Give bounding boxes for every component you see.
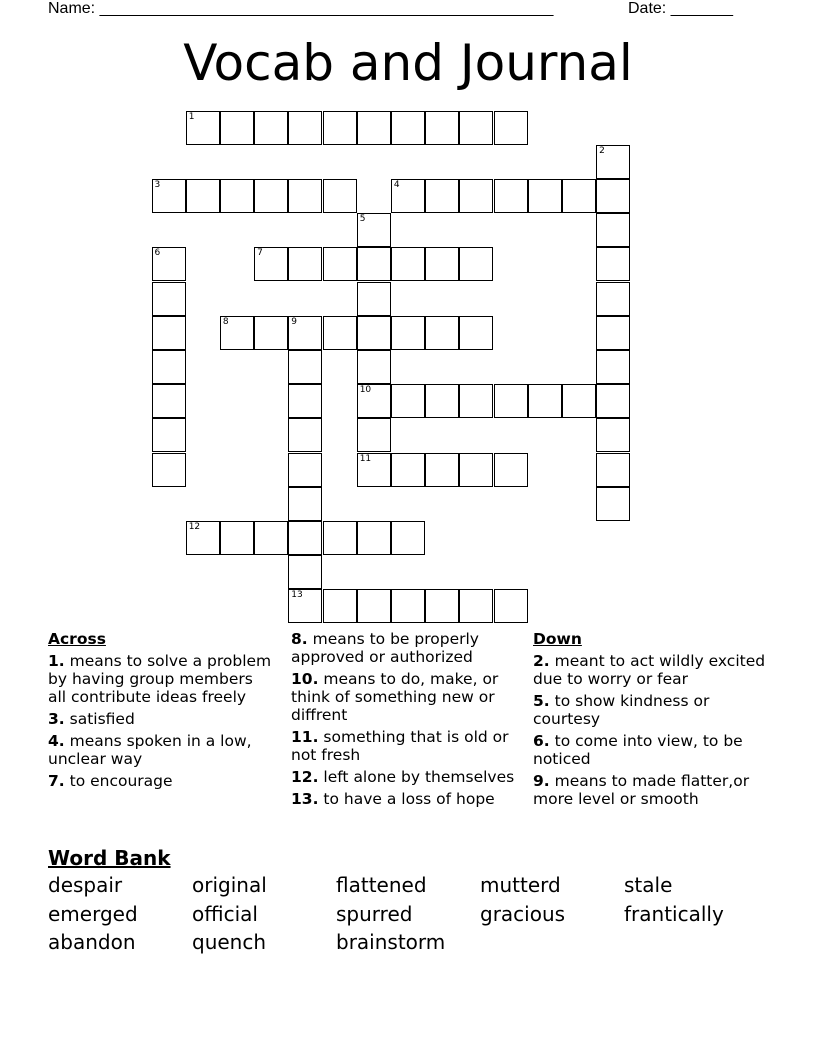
- clue-item: [291, 630, 519, 666]
- crossword-cell[interactable]: [288, 487, 322, 521]
- crossword-cell[interactable]: [288, 555, 322, 589]
- clue-item-text: means to solve a problem by having group members all contribute ideas freely: [48, 652, 272, 706]
- crossword-cell[interactable]: [459, 453, 493, 487]
- word-bank-item: emerged: [48, 901, 138, 926]
- crossword-cell[interactable]: [186, 521, 220, 555]
- crossword-cell[interactable]: [596, 350, 630, 384]
- clue-item: [291, 790, 519, 808]
- crossword-cell[interactable]: [596, 453, 630, 487]
- crossword-cell[interactable]: [391, 247, 425, 281]
- crossword-cell[interactable]: [494, 384, 528, 418]
- crossword-cell[interactable]: [459, 179, 493, 213]
- clue-item: [48, 732, 273, 768]
- clue-number: 1: [188, 111, 195, 122]
- clue-item-text: to have a loss of hope: [323, 790, 495, 808]
- crossword-cell[interactable]: [596, 247, 630, 281]
- clue-item-text: meant to act wildly excited due to worry or fear: [533, 652, 766, 688]
- crossword-cell[interactable]: [323, 521, 357, 555]
- crossword-cell[interactable]: [288, 247, 322, 281]
- clue-item: [291, 768, 519, 786]
- clue-item-number: 1.: [48, 652, 65, 670]
- crossword-cell[interactable]: [357, 384, 391, 418]
- clue-item-text: something that is old or not fresh: [291, 728, 509, 764]
- crossword-cell[interactable]: [391, 453, 425, 487]
- clue-number: 12: [188, 521, 201, 532]
- crossword-cell[interactable]: [391, 179, 425, 213]
- word-bank-item: flattened: [336, 873, 427, 897]
- crossword-cell[interactable]: [562, 384, 596, 418]
- crossword-cell[interactable]: [494, 111, 528, 145]
- crossword-cell[interactable]: [357, 213, 391, 247]
- clue-item-text: to encourage: [69, 772, 173, 790]
- crossword-cell[interactable]: [288, 350, 322, 384]
- crossword-cell[interactable]: [459, 247, 493, 281]
- clue-number: 7: [257, 248, 263, 259]
- crossword-cell[interactable]: [391, 111, 425, 145]
- word-bank-title: Word Bank: [48, 846, 171, 870]
- crossword-cell[interactable]: [357, 453, 391, 487]
- crossword-cell[interactable]: [425, 589, 459, 623]
- clue-item: [291, 670, 519, 724]
- crossword-cell[interactable]: [220, 521, 254, 555]
- crossword-cell[interactable]: [596, 487, 630, 521]
- crossword-cell[interactable]: [186, 111, 220, 145]
- clue-item: [533, 652, 778, 688]
- crossword-cell[interactable]: [459, 384, 493, 418]
- crossword-cell[interactable]: [152, 179, 186, 213]
- crossword-cell[interactable]: [288, 316, 322, 350]
- crossword-cell[interactable]: [528, 384, 562, 418]
- word-bank-item: mutterd: [480, 873, 561, 897]
- word-bank-item: gracious: [480, 901, 566, 926]
- crossword-cell[interactable]: [220, 111, 254, 145]
- clue-number: 11: [359, 453, 372, 464]
- crossword-cell[interactable]: [357, 247, 391, 281]
- date-field-label[interactable]: Date: _______: [628, 0, 733, 17]
- clue-number: 2: [599, 145, 605, 156]
- crossword-cell[interactable]: [288, 453, 322, 487]
- across-heading: Across: [48, 630, 106, 648]
- crossword-cell[interactable]: [288, 384, 322, 418]
- clue-column-across: [48, 630, 273, 794]
- crossword-cell[interactable]: [152, 453, 186, 487]
- crossword-cell[interactable]: [357, 282, 391, 316]
- crossword-cell[interactable]: [494, 589, 528, 623]
- clue-item-number: 4.: [48, 732, 65, 750]
- word-bank-item: brainstorm: [336, 930, 446, 954]
- crossword-cell[interactable]: [459, 589, 493, 623]
- crossword-cell[interactable]: [459, 316, 493, 350]
- clue-item-number: 5.: [533, 692, 550, 710]
- clue-item: [48, 652, 273, 706]
- crossword-cell[interactable]: [357, 418, 391, 452]
- clue-item: [48, 772, 273, 790]
- clue-item: [533, 692, 778, 728]
- crossword-cell[interactable]: [562, 179, 596, 213]
- crossword-cell[interactable]: [254, 316, 288, 350]
- crossword-cell[interactable]: [357, 316, 391, 350]
- clue-item: [291, 728, 519, 764]
- crossword-cell[interactable]: [425, 247, 459, 281]
- crossword-cell[interactable]: [596, 179, 630, 213]
- clue-number: 13: [291, 590, 303, 601]
- clue-number: 10: [359, 385, 372, 396]
- down-heading: Down: [533, 630, 582, 648]
- crossword-cell[interactable]: [425, 384, 459, 418]
- clue-item-text: to come into view, to be noticed: [533, 732, 743, 768]
- crossword-cell[interactable]: [425, 179, 459, 213]
- clue-item: [533, 732, 778, 768]
- page-title: Vocab and Journal: [183, 34, 633, 92]
- crossword-cell[interactable]: [220, 179, 254, 213]
- clue-item-text: to show kindness or courtesy: [533, 692, 710, 728]
- clue-number: 9: [291, 316, 298, 327]
- crossword-cell[interactable]: [323, 247, 357, 281]
- crossword-cell[interactable]: [596, 316, 630, 350]
- crossword-cell[interactable]: [152, 418, 186, 452]
- clue-item-text: means to made flatter,or more level or smooth: [533, 772, 750, 808]
- crossword-cell[interactable]: [220, 316, 254, 350]
- crossword-cell[interactable]: [596, 213, 630, 247]
- crossword-cell[interactable]: [494, 179, 528, 213]
- crossword-cell[interactable]: [254, 111, 288, 145]
- crossword-cell[interactable]: [391, 589, 425, 623]
- crossword-cell[interactable]: [323, 111, 357, 145]
- crossword-cell[interactable]: [152, 350, 186, 384]
- crossword-cell[interactable]: [288, 111, 322, 145]
- crossword-cell[interactable]: [186, 179, 220, 213]
- crossword-cell[interactable]: [596, 384, 630, 418]
- crossword-cell[interactable]: [323, 589, 357, 623]
- clue-item-number: 2.: [533, 652, 550, 670]
- clue-item: [48, 710, 273, 728]
- clue-item-number: 11.: [291, 728, 319, 746]
- word-bank-item: quench: [192, 930, 267, 954]
- clue-number: 4: [393, 179, 400, 190]
- crossword-cell[interactable]: [425, 111, 459, 145]
- clue-item-text: means to do, make, or think of something new or diffrent: [291, 670, 499, 724]
- crossword-cell[interactable]: [391, 384, 425, 418]
- clue-number: 8: [222, 316, 229, 327]
- word-bank-item: stale: [624, 873, 673, 897]
- clue-item-number: 10.: [291, 670, 319, 688]
- crossword-cell[interactable]: [357, 589, 391, 623]
- clue-item-text: means to be properly approved or authorized: [291, 630, 479, 666]
- crossword-cell[interactable]: [254, 521, 288, 555]
- crossword-cell[interactable]: [357, 111, 391, 145]
- clue-number: 3: [154, 179, 161, 190]
- clue-item-number: 3.: [48, 710, 65, 728]
- clue-item-text: left alone by themselves: [323, 768, 515, 786]
- clue-column-down: [533, 630, 778, 812]
- word-bank-list: [48, 871, 768, 957]
- crossword-cell[interactable]: [152, 316, 186, 350]
- crossword-cell[interactable]: [391, 521, 425, 555]
- word-bank-item: despair: [48, 873, 123, 897]
- crossword-cell[interactable]: [528, 179, 562, 213]
- clue-number: 5: [359, 214, 366, 225]
- clue-item-number: 9.: [533, 772, 550, 790]
- clue-item-number: 7.: [48, 772, 65, 790]
- crossword-cell[interactable]: [254, 247, 288, 281]
- crossword-cell[interactable]: [288, 521, 322, 555]
- crossword-cell[interactable]: [152, 282, 186, 316]
- crossword-cell[interactable]: [596, 145, 630, 179]
- word-bank-item: spurred: [336, 901, 413, 926]
- crossword-cell[interactable]: [391, 316, 425, 350]
- crossword-cell[interactable]: [323, 316, 357, 350]
- name-field-label[interactable]: Name: ___________________________________________________: [48, 0, 554, 17]
- crossword-cell[interactable]: [152, 247, 186, 281]
- clue-item-number: 8.: [291, 630, 308, 648]
- crossword-cell[interactable]: [288, 589, 322, 623]
- crossword-cell[interactable]: [288, 418, 322, 452]
- crossword-cell[interactable]: [494, 453, 528, 487]
- crossword-cell[interactable]: [425, 316, 459, 350]
- clue-item-number: 13.: [291, 790, 319, 808]
- clue-item-number: 12.: [291, 768, 319, 786]
- crossword-cell[interactable]: [254, 179, 288, 213]
- clue-item-text: satisfied: [69, 710, 135, 728]
- word-bank: [48, 845, 768, 957]
- clue-item-number: 6.: [533, 732, 550, 750]
- crossword-cell[interactable]: [152, 384, 186, 418]
- crossword-cell[interactable]: [323, 179, 357, 213]
- word-bank-item: abandon: [48, 930, 136, 954]
- clue-item: [533, 772, 778, 808]
- clue-number: 6: [154, 248, 161, 259]
- word-bank-item: official: [192, 901, 258, 926]
- crossword-cell[interactable]: [596, 282, 630, 316]
- word-bank-item: frantically: [624, 901, 724, 926]
- word-bank-item: original: [192, 873, 267, 897]
- crossword-cell[interactable]: [357, 350, 391, 384]
- crossword-cell[interactable]: [288, 179, 322, 213]
- crossword-cell[interactable]: [459, 111, 493, 145]
- clue-item-text: means spoken in a low, unclear way: [48, 732, 252, 768]
- clue-column-across-continued: [291, 630, 519, 812]
- crossword-cell[interactable]: [425, 453, 459, 487]
- crossword-cell[interactable]: [596, 418, 630, 452]
- crossword-cell[interactable]: [357, 521, 391, 555]
